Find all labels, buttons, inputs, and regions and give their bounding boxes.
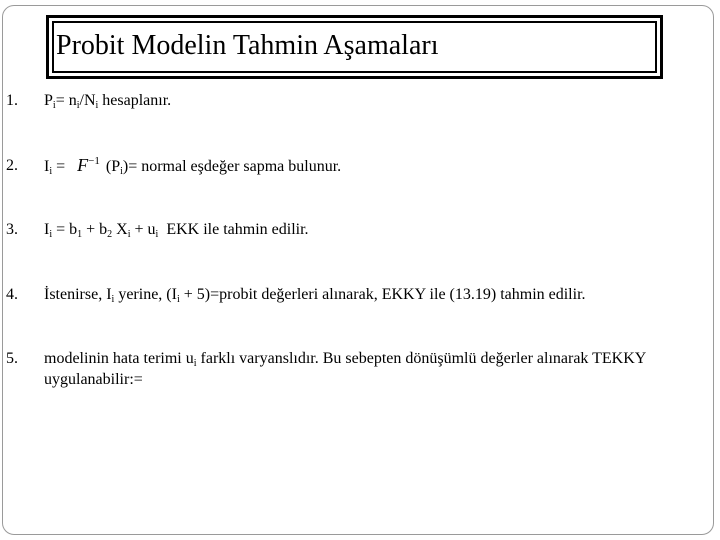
text-segment: + u: [130, 221, 156, 238]
subscript: 2: [107, 229, 113, 240]
item-number: 2.: [6, 157, 18, 174]
text-segment: İstenirse, I: [44, 286, 112, 303]
text-segment: + b: [82, 221, 108, 238]
text-segment: = b: [52, 221, 78, 238]
superscript: −1: [88, 155, 100, 167]
subscript: i: [52, 100, 56, 111]
subscript: i: [111, 294, 115, 305]
item-number: 4.: [6, 286, 18, 303]
subscript: i: [95, 100, 99, 111]
slide-title: Probit Modelin Tahmin Aşamaları: [56, 30, 439, 61]
text-segment: hesaplanır.: [98, 92, 172, 109]
text-segment: yerine, (I: [114, 286, 177, 303]
subscript: i: [49, 229, 53, 240]
slide-frame: [2, 5, 714, 535]
function-letter: F: [77, 155, 89, 175]
text-segment: X: [112, 221, 128, 238]
text-segment: + 5)=probit değerleri alınarak, EKKY ile (13.19) tahmin edilir.: [179, 286, 586, 303]
text-segment: I: [44, 221, 50, 238]
item-text: [44, 284, 674, 305]
item-number: 3.: [6, 221, 18, 238]
text-segment: (P: [101, 158, 121, 175]
text-segment: )= normal eşdeğer sapma bulunur.: [122, 158, 342, 175]
subscript: i: [120, 166, 123, 177]
text-segment: I: [44, 158, 50, 175]
subscript: i: [176, 294, 180, 305]
text-segment: farklı varyanslıdır. Bu sebepten dönüşümlü değerler alınarak TEKKY uygulanabilir:=: [44, 350, 646, 388]
title-box: [46, 15, 663, 79]
subscript: i: [193, 358, 197, 369]
text-segment: P: [44, 92, 53, 109]
item-number: 1.: [6, 92, 18, 109]
text-segment: = n: [55, 92, 77, 109]
subscript: i: [127, 229, 131, 240]
subscript: i: [49, 166, 53, 177]
item-text: [44, 348, 669, 390]
text-segment: modelinin hata terimi u: [44, 350, 194, 367]
inverse-function-symbol: [77, 155, 100, 175]
text-segment: /N: [79, 92, 96, 109]
item-text: [44, 155, 674, 177]
subscript: i: [76, 100, 80, 111]
item-text: [44, 219, 674, 240]
item-number: 5.: [6, 350, 18, 367]
subscript: i: [155, 229, 159, 240]
text-segment: =: [52, 158, 70, 175]
subscript: 1: [77, 229, 83, 240]
text-segment: EKK ile tahmin edilir.: [158, 221, 309, 238]
item-text: [44, 90, 674, 111]
